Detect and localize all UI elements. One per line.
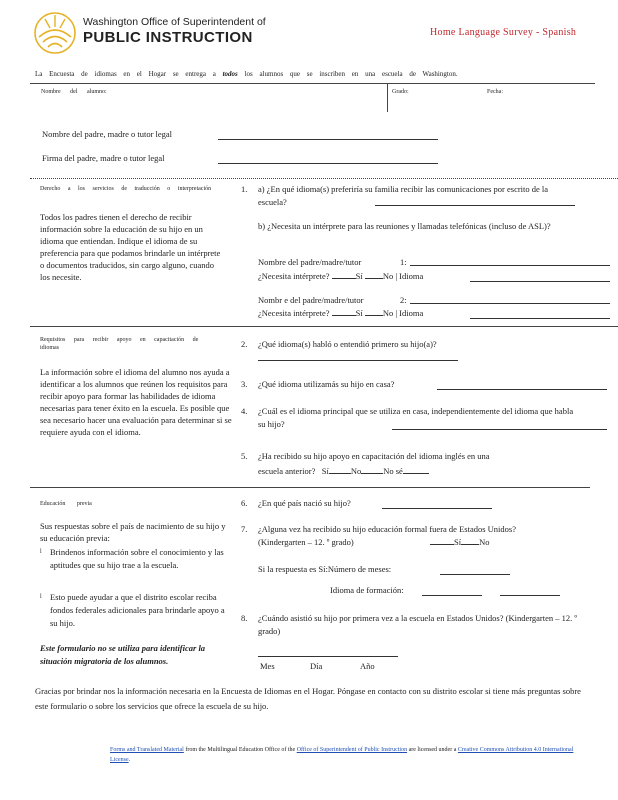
guardian2-language-field[interactable]	[470, 318, 610, 319]
bullet-icon: l	[40, 549, 42, 555]
date-field[interactable]	[510, 86, 590, 108]
q8-year-label: Año	[360, 661, 375, 671]
intro-text: La Encuesta de idiomas en el Hogar se entrega a todos los alumnos que se inscriben en una escuela de Washington.	[35, 70, 458, 78]
parent-name-label: Nombre del padre, madre o tutor legal	[42, 129, 173, 139]
q5-options: escuela anterior? Sí No No sé	[258, 465, 429, 478]
q5-text: ¿Ha recibido su hijo apoyo en capacitación del idioma inglés en una	[258, 451, 490, 461]
section2-heading: Requisitos para recibir apoyo en capacitación de idiomas	[40, 337, 199, 351]
guardian2-name-field[interactable]	[410, 303, 610, 304]
q7-number: 7.	[241, 524, 248, 534]
guardian2-label: Nombr e del padre/madre/tutor	[258, 295, 364, 305]
q7-language-field[interactable]	[422, 595, 482, 596]
guardian2-number: 2:	[400, 295, 407, 305]
org-name-line2: PUBLIC INSTRUCTION	[83, 29, 253, 46]
student-name-label: Nombre del alumno:	[41, 89, 107, 95]
q4-answer[interactable]	[392, 429, 607, 430]
q1a-answer[interactable]	[375, 205, 575, 206]
q8-number: 8.	[241, 613, 248, 623]
q7-options: Sí No	[430, 536, 489, 549]
student-name-field[interactable]	[130, 86, 380, 108]
q3-answer[interactable]	[437, 389, 607, 390]
q1b-text: b) ¿Necesita un intérprete para las reuniones y llamadas telefónicas (incluso de ASL)?	[258, 221, 551, 231]
section3-bullet2: l Esto puede ayudar a que el distrito escolar reciba fondos federales adicionales para brindarle apoyo a su hijo.	[40, 592, 225, 628]
section3-heading: Educación previa	[40, 501, 92, 507]
section3-bullet1: l Brindenos información sobre el conocimiento y las aptitudes que su hijo trae a la escuela.	[40, 547, 224, 570]
q6-number: 6.	[241, 498, 248, 508]
q7-months-label: Si la respuesta es Sí:Número de meses:	[258, 564, 392, 574]
thanks-text: Gracias por brindar nos la información necesaria en la Encuesta de Idiomas en el Hogar. Póngase en contacto con su distrito escolar si tiene más preguntas sobre este formulario o sobre los servicios que ofrece la escuela de su hijo.	[35, 686, 581, 711]
q5-number: 5.	[241, 451, 248, 461]
parent-signature-field[interactable]	[218, 163, 438, 164]
guardian1-name-field[interactable]	[410, 265, 610, 266]
guardian2-interp-row: ¿Necesita intérprete? Sí No | Idioma	[258, 308, 424, 318]
license-link[interactable]: Creative Commons Attribution 4.0 International License	[110, 747, 574, 763]
intro-emphasis: todos	[222, 70, 238, 78]
q7-language-label: Idioma de formación:	[330, 585, 404, 595]
q4-number: 4.	[241, 406, 248, 416]
section2-body: La información sobre el idioma del alumno nos ayuda a identificar a los alumnos que reúnen los requisitos para recibir apoyo para formar las habilidades de idioma necesarias para tener éxito en la escuela. Es posible que sea necesario hacer una evaluación para determinar si se requiere ayuda con el idioma.	[40, 367, 232, 437]
ospi-link[interactable]: Office of Superintendent of Public Instruction	[296, 747, 408, 753]
bullet-icon: l	[40, 594, 42, 600]
q3-number: 3.	[241, 379, 248, 389]
guardian1-label: Nombre del padre/madre/tutor	[258, 257, 362, 267]
q3-text: ¿Qué idioma utilizamás su hijo en casa?	[258, 379, 395, 389]
parent-signature-label: Firma del padre, madre o tutor legal	[42, 153, 165, 163]
guardian1-interp-row: ¿Necesita intérprete? Sí No | Idioma	[258, 271, 424, 281]
q2-number: 2.	[241, 339, 248, 349]
q1a-text: a) ¿En qué idioma(s) preferiría su familia recibir las comunicaciones por escrito de la escuela?	[258, 184, 549, 207]
grade-label: Grado:	[392, 89, 409, 95]
guardian1-language-field[interactable]	[470, 281, 610, 282]
sun-emblem-icon	[33, 11, 77, 55]
q2-text: ¿Qué idioma(s) habló o entendió primero su hijo(a)?	[258, 339, 437, 349]
section3-body: Sus respuestas sobre el país de nacimiento de su hijo y su educación previa:	[40, 521, 226, 543]
q7-language-field-2[interactable]	[500, 595, 560, 596]
q8-month-label: Mes	[260, 661, 275, 671]
q8-day-label: Día	[310, 661, 323, 671]
parent-name-field[interactable]	[218, 139, 438, 140]
q7-text: ¿Alguna vez ha recibido su hijo educación formal fuera de Estados Unidos? (Kindergarten – 12. º grado)	[258, 524, 516, 547]
q4-text: ¿Cuál es el idioma principal que se utiliza en casa, independientemente del idioma que habla su hijo?	[258, 406, 574, 429]
q6-answer[interactable]	[382, 508, 492, 509]
q7-months-field[interactable]	[440, 574, 510, 575]
migration-note: Este formulario no se utiliza para identificar la situación migratoria de los alumnos.	[40, 643, 206, 666]
guardian1-number: 1:	[400, 257, 407, 267]
q2-answer[interactable]	[258, 360, 458, 361]
q6-text: ¿En qué país nació su hijo?	[258, 498, 351, 508]
document-title: Home Language Survey - Spanish	[430, 27, 577, 38]
q1-number: 1.	[241, 184, 248, 194]
date-label: Fecha:	[487, 89, 503, 95]
section1-body: Todos los padres tienen el derecho de recibir información sobre la educación de su hijo en un idioma que entiendan. Indique el idioma de su preferencia para que podamos brindarle un intérprete o documentos traducidos, sin cargo alguno, cuando los necesite.	[40, 212, 221, 282]
ospi-logo	[33, 11, 77, 55]
grade-field[interactable]	[420, 86, 480, 108]
org-name-line1: Washington Office of Superintendent of	[83, 16, 266, 28]
forms-link[interactable]: Forms and Translated Material	[110, 747, 184, 753]
license-footer: Forms and Translated Material from the Multilingual Education Office of the Office of Superintendent of Public Instruction are licensed under a Creative Commons Attribution 4.0 International License.	[110, 747, 574, 763]
section1-heading: Derecho a los servicios de traducción o interpretación	[40, 186, 212, 192]
q8-text: ¿Cuándo asistió su hijo por primera vez a la escuela en Estados Unidos? (Kindergarten – 12. º grado)	[258, 613, 578, 636]
q8-date-field[interactable]	[258, 656, 398, 657]
